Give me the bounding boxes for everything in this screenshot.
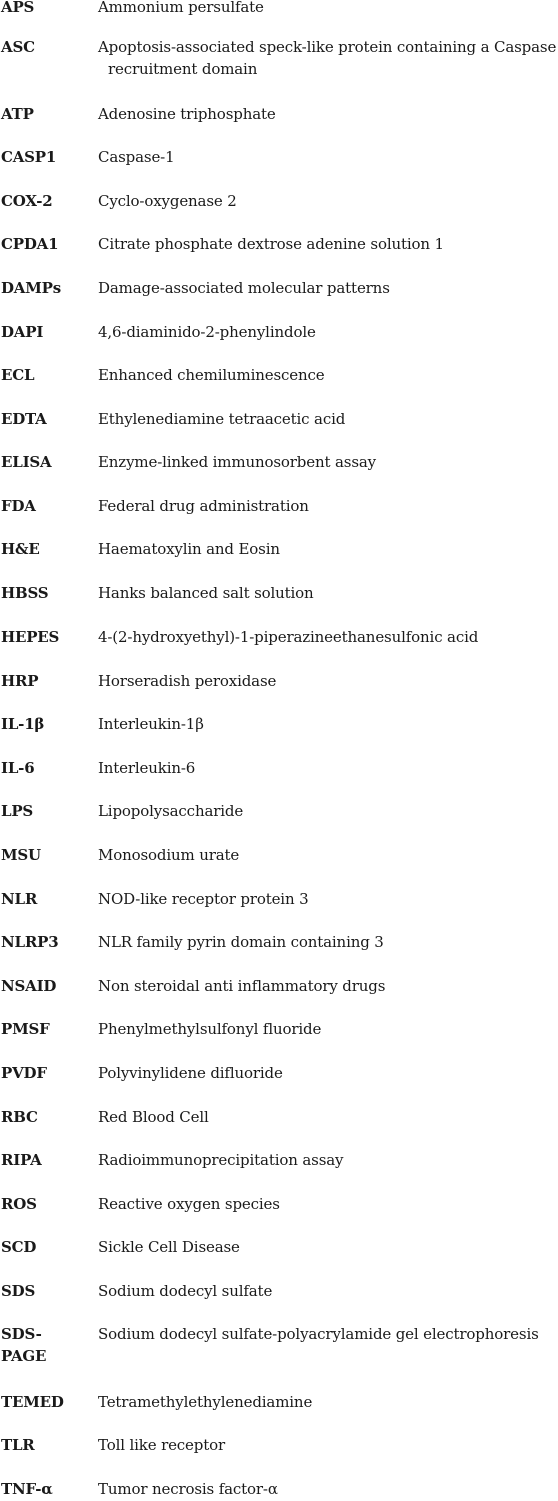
abbreviation-definition bbox=[98, 321, 556, 343]
abbreviation-definition-text: Non steroidal anti inflammatory drugs bbox=[98, 977, 386, 995]
abbreviation-term-text: NLRP3 bbox=[1, 933, 59, 951]
abbreviation-term bbox=[1, 975, 91, 997]
abbreviation-term-text: ECL bbox=[1, 366, 35, 384]
abbreviation-term-text: HEPES bbox=[1, 628, 60, 646]
abbreviation-definition bbox=[98, 757, 556, 779]
abbreviation-definition-text: Radioimmunoprecipitation assay bbox=[98, 1151, 344, 1169]
abbreviation-term-text: TNF-α bbox=[1, 1480, 53, 1498]
abbreviation-term bbox=[1, 1062, 91, 1084]
abbreviation-term-text: NLR bbox=[1, 890, 38, 908]
abbreviation-definition bbox=[98, 713, 556, 735]
abbreviation-definition-text: Sodium dodecyl sulfate-polyacrylamide gel electrophoresis bbox=[98, 1325, 539, 1343]
abbreviation-definition-text: 4-(2-hydroxyethyl)-1-piperazineethanesulfonic acid bbox=[98, 628, 479, 646]
abbreviation-term-text: TLR bbox=[1, 1436, 35, 1454]
abbreviation-definition-text: Toll like receptor bbox=[98, 1436, 226, 1454]
abbreviation-term-text: H&E bbox=[1, 540, 40, 558]
abbreviation-term bbox=[1, 538, 91, 560]
abbreviation-term bbox=[1, 495, 91, 517]
abbreviation-term bbox=[1, 888, 91, 910]
abbreviation-term bbox=[1, 1280, 91, 1302]
abbreviation-definition bbox=[98, 190, 556, 212]
abbreviation-term bbox=[1, 146, 91, 168]
abbreviation-definition bbox=[98, 844, 556, 866]
abbreviation-definition bbox=[98, 626, 556, 648]
abbreviation-definition-text: Phenylmethylsulfonyl fluoride bbox=[98, 1020, 322, 1038]
abbreviation-definition bbox=[98, 103, 556, 125]
abbreviation-definition bbox=[98, 1391, 556, 1413]
abbreviation-definition-text: Reactive oxygen species bbox=[98, 1195, 280, 1213]
abbreviation-term-text: TEMED bbox=[1, 1393, 64, 1411]
abbreviation-definition-text: Monosodium urate bbox=[98, 846, 240, 864]
abbreviation-definition-text: Federal drug administration bbox=[98, 497, 309, 515]
abbreviation-term bbox=[1, 670, 91, 692]
abbreviation-definition-text: Tumor necrosis factor-α bbox=[98, 1480, 278, 1498]
abbreviation-term-text: IL-6 bbox=[1, 759, 35, 777]
abbreviation-term bbox=[1, 582, 91, 604]
abbreviation-definition bbox=[98, 1106, 556, 1128]
abbreviation-term-text-cont: PAGE bbox=[1, 1347, 47, 1365]
abbreviation-term bbox=[1, 931, 91, 953]
abbreviation-definition-text-cont: recruitment domain bbox=[108, 60, 258, 78]
abbreviation-definition bbox=[98, 1018, 556, 1040]
abbreviation-definition bbox=[98, 233, 556, 255]
abbreviation-term-text: ROS bbox=[1, 1195, 37, 1213]
abbreviation-definition bbox=[98, 1323, 556, 1345]
abbreviation-definition-text: Adenosine triphosphate bbox=[98, 105, 276, 123]
abbreviation-definition bbox=[98, 538, 556, 560]
abbreviation-definition-text: Enzyme-linked immunosorbent assay bbox=[98, 453, 376, 471]
abbreviation-term bbox=[1, 1018, 91, 1040]
abbreviation-term bbox=[1, 0, 91, 18]
abbreviation-definition bbox=[98, 0, 556, 18]
abbreviation-term-text: ELISA bbox=[1, 453, 52, 471]
abbreviation-definition-text: Interleukin-1β bbox=[98, 715, 204, 733]
abbreviation-term bbox=[1, 451, 91, 473]
abbreviation-definition-text: 4,6-diaminido-2-phenylindole bbox=[98, 323, 316, 341]
abbreviation-term-text: CPDA1 bbox=[1, 235, 59, 253]
abbreviation-term bbox=[1, 408, 91, 430]
abbreviation-definition bbox=[98, 277, 556, 299]
abbreviation-definition-text: Sickle Cell Disease bbox=[98, 1238, 240, 1256]
abbreviation-term bbox=[1, 844, 91, 866]
abbreviation-term bbox=[1, 321, 91, 343]
abbreviation-term-text: SCD bbox=[1, 1238, 37, 1256]
abbreviation-term-text: PMSF bbox=[1, 1020, 50, 1038]
abbreviation-definition bbox=[98, 1062, 556, 1084]
abbreviation-term bbox=[1, 1323, 91, 1367]
abbreviation-term-text: DAMPs bbox=[1, 279, 61, 297]
abbreviation-term bbox=[1, 233, 91, 255]
abbreviation-term bbox=[1, 36, 91, 58]
abbreviation-term bbox=[1, 626, 91, 648]
abbreviation-term-text: HBSS bbox=[1, 584, 49, 602]
abbreviation-definition bbox=[98, 800, 556, 822]
abbreviation-term-text: LPS bbox=[1, 802, 34, 820]
abbreviation-definition bbox=[98, 931, 556, 953]
abbreviation-term bbox=[1, 1236, 91, 1258]
abbreviation-definition-text: Damage-associated molecular patterns bbox=[98, 279, 390, 297]
abbreviation-term-text: DAPI bbox=[1, 323, 44, 341]
abbreviation-term bbox=[1, 103, 91, 125]
abbreviation-term-text: ASC bbox=[1, 38, 35, 56]
abbreviation-term bbox=[1, 1434, 91, 1456]
abbreviation-term-text: ATP bbox=[1, 105, 34, 123]
abbreviation-term bbox=[1, 800, 91, 822]
abbreviation-definition-text: Horseradish peroxidase bbox=[98, 672, 277, 690]
abbreviation-definition-text: Enhanced chemiluminescence bbox=[98, 366, 325, 384]
abbreviation-definition bbox=[98, 1236, 556, 1258]
abbreviation-definition bbox=[98, 670, 556, 692]
abbreviation-term-text: MSU bbox=[1, 846, 41, 864]
abbreviation-term bbox=[1, 1391, 91, 1413]
abbreviation-term bbox=[1, 277, 91, 299]
abbreviation-definition-text: Sodium dodecyl sulfate bbox=[98, 1282, 273, 1300]
abbreviation-definition-text: Lipopolysaccharide bbox=[98, 802, 244, 820]
abbreviation-term-text: APS bbox=[1, 0, 35, 16]
abbreviation-term-text: PVDF bbox=[1, 1064, 47, 1082]
abbreviation-definition-text: Polyvinylidene difluoride bbox=[98, 1064, 283, 1082]
abbreviation-definition bbox=[98, 1434, 556, 1456]
abbreviation-term-text: NSAID bbox=[1, 977, 57, 995]
abbreviation-term-text: EDTA bbox=[1, 410, 47, 428]
abbreviation-term-text: HRP bbox=[1, 672, 39, 690]
abbreviation-definition-text: Hanks balanced salt solution bbox=[98, 584, 314, 602]
abbreviation-term bbox=[1, 1478, 91, 1500]
abbreviation-definition-text: Cyclo-oxygenase 2 bbox=[98, 192, 237, 210]
abbreviation-definition-text: Haematoxylin and Eosin bbox=[98, 540, 280, 558]
abbreviation-term-text: COX-2 bbox=[1, 192, 53, 210]
abbreviation-term-text: SDS bbox=[1, 1282, 36, 1300]
abbreviation-definition bbox=[98, 1280, 556, 1302]
abbreviation-definition-text: Ethylenediamine tetraacetic acid bbox=[98, 410, 346, 428]
abbreviation-definition bbox=[98, 975, 556, 997]
abbreviation-definition bbox=[98, 408, 556, 430]
abbreviation-term-text: FDA bbox=[1, 497, 36, 515]
abbreviation-definition-text: Ammonium persulfate bbox=[98, 0, 264, 16]
abbreviation-definition bbox=[98, 451, 556, 473]
abbreviation-term bbox=[1, 190, 91, 212]
abbreviation-term-text: IL-1β bbox=[1, 715, 45, 733]
abbreviation-definition bbox=[98, 364, 556, 386]
abbreviation-definition-text: Citrate phosphate dextrose adenine solution 1 bbox=[98, 235, 444, 253]
abbreviation-term-text: CASP1 bbox=[1, 148, 57, 166]
abbreviation-definition bbox=[98, 1149, 556, 1171]
abbreviation-term-text: RIPA bbox=[1, 1151, 42, 1169]
abbreviation-definition bbox=[98, 888, 556, 910]
abbreviation-definition bbox=[98, 36, 556, 80]
abbreviation-definition bbox=[98, 582, 556, 604]
abbreviation-definition-text: Red Blood Cell bbox=[98, 1108, 209, 1126]
abbreviation-term bbox=[1, 1149, 91, 1171]
abbreviation-term bbox=[1, 364, 91, 386]
abbreviation-definition-text: Apoptosis-associated speck-like protein containing a Caspase bbox=[98, 38, 557, 56]
abbreviation-definition-text: Caspase-1 bbox=[98, 148, 175, 166]
abbreviation-definition-text: Tetramethylethylenediamine bbox=[98, 1393, 313, 1411]
abbreviation-definition bbox=[98, 1193, 556, 1215]
abbreviation-definition-text: Interleukin-6 bbox=[98, 759, 196, 777]
abbreviation-term bbox=[1, 757, 91, 779]
abbreviation-term bbox=[1, 1193, 91, 1215]
abbreviation-definition bbox=[98, 1478, 556, 1500]
abbreviation-definition bbox=[98, 495, 556, 517]
abbreviation-definition-text: NOD-like receptor protein 3 bbox=[98, 890, 309, 908]
abbreviation-term-text: RBC bbox=[1, 1108, 38, 1126]
abbreviation-definition-text: NLR family pyrin domain containing 3 bbox=[98, 933, 384, 951]
abbreviation-term-text: SDS- bbox=[1, 1325, 42, 1343]
abbreviation-definition bbox=[98, 146, 556, 168]
abbreviation-term bbox=[1, 713, 91, 735]
abbreviation-term bbox=[1, 1106, 91, 1128]
